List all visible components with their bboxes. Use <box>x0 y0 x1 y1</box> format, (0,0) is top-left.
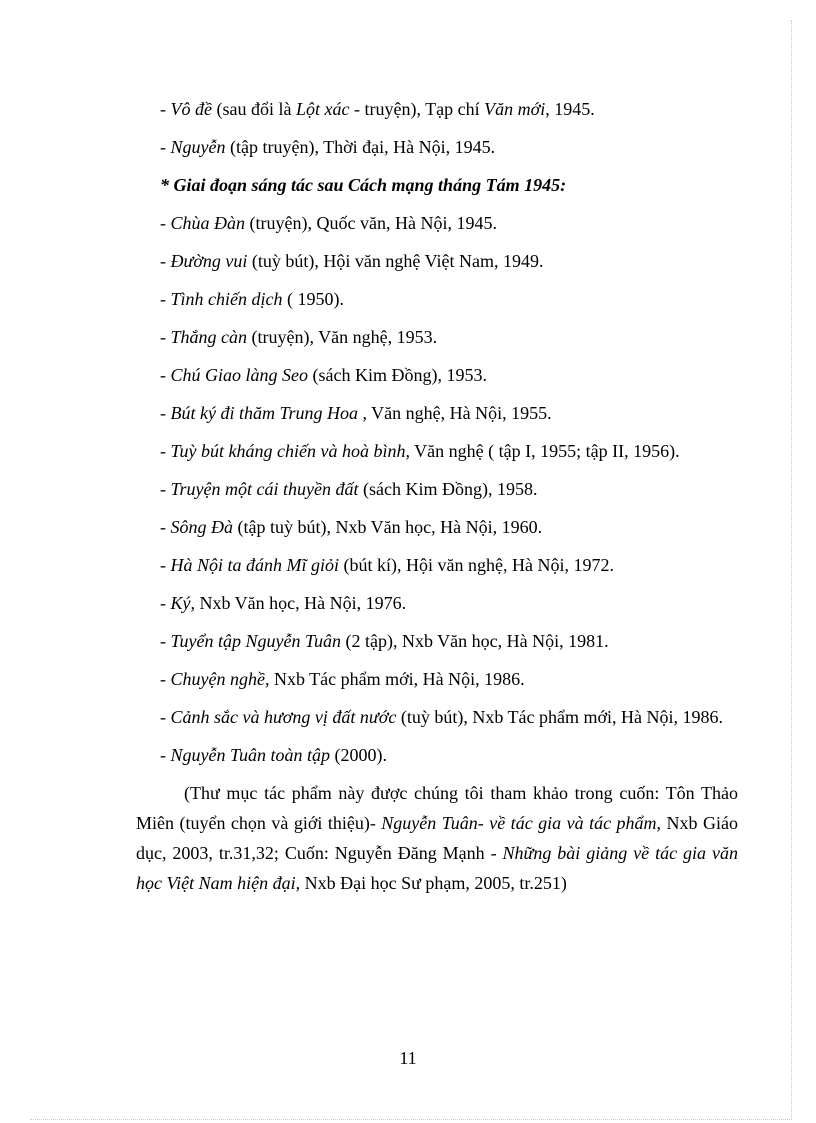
bibliography-entry: - Tuỳ bút kháng chiến và hoà bình, Văn nghệ ( tập I, 1955; tập II, 1956). <box>160 441 680 461</box>
bibliography-entry: - Chùa Đàn (truyện), Quốc văn, Hà Nội, 1945. <box>160 213 497 233</box>
bibliography-entry: - Sông Đà (tập tuỳ bút), Nxb Văn học, Hà Nội, 1960. <box>160 517 543 537</box>
page-number: 11 <box>399 1048 417 1068</box>
bibliography-entry: - Truyện một cái thuyền đất (sách Kim Đồng), 1958. <box>160 479 538 499</box>
bibliography-entry: - Tình chiến dịch ( 1950). <box>160 289 344 309</box>
bibliography-entry: - Ký, Nxb Văn học, Hà Nội, 1976. <box>160 593 407 613</box>
bibliography-entry: - Hà Nội ta đánh Mĩ giỏi (bút kí), Hội văn nghệ, Hà Nội, 1972. <box>160 555 614 575</box>
bibliography <box>136 90 738 898</box>
bibliography-entry: - Chuyện nghề, Nxb Tác phẩm mới, Hà Nội, 1986. <box>160 669 525 689</box>
bibliography-entry: - Đường vui (tuỳ bút), Hội văn nghệ Việt Nam, 1949. <box>160 251 544 271</box>
bibliography-entry: - Bút ký đi thăm Trung Hoa , Văn nghệ, Hà Nội, 1955. <box>160 403 552 423</box>
bibliography-entry: - Nguyễn (tập truyện), Thời đại, Hà Nội, 1945. <box>160 137 496 157</box>
bibliography-entry: - Cảnh sắc và hương vị đất nước (tuỳ bút), Nxb Tác phẩm mới, Hà Nội, 1986. <box>160 707 723 727</box>
section-heading: * Giai đoạn sáng tác sau Cách mạng tháng Tám 1945: <box>160 175 567 195</box>
bibliography-entry: - Nguyễn Tuân toàn tập (2000). <box>160 745 388 765</box>
bibliography-entry: - Vô đề (sau đổi là Lột xác - truyện), Tạp chí Văn mới, 1945. <box>160 99 595 119</box>
bibliography-entry: - Thắng càn (truyện), Văn nghệ, 1953. <box>160 327 438 347</box>
source-note: (Thư mục tác phẩm này được chúng tôi tham khảo trong cuốn: Tôn Thảo Miên (tuyển chọn và giới thiệu)- Nguyễn Tuân- về tác gia và tác phẩm, Nxb Giáo dục, 2003, tr.31,32; Cuốn: Nguyễn Đăng Mạnh - Những bài giảng về tác gia văn học Việt Nam hiện đại, Nxb Đại học Sư phạm, 2005, tr.251) <box>136 783 738 893</box>
bibliography-entry: - Tuyển tập Nguyễn Tuân (2 tập), Nxb Văn học, Hà Nội, 1981. <box>160 631 609 651</box>
bibliography-entry: - Chú Giao làng Seo (sách Kim Đồng), 1953. <box>160 365 487 385</box>
